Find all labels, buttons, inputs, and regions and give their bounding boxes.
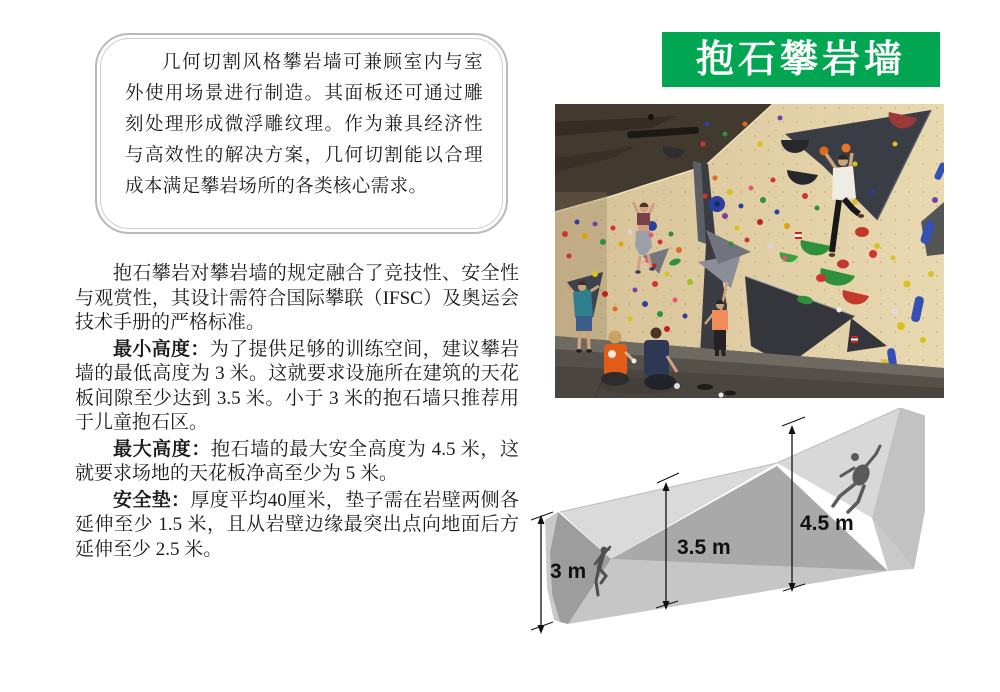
title-banner (662, 32, 940, 87)
paragraph-safety-mat-label: 安全垫： (113, 489, 191, 511)
paragraph-max-height-label: 最大高度： (113, 438, 211, 460)
height-label-3m: 3 m (550, 560, 587, 583)
paragraph-min-height-text: 为了提供足够的训练空间，建议攀岩墙的最低高度为 3 米。这就要求设施所在建筑的天花板间隙至少达到 3.5 米。小于 3 米的抱石墙只推荐用于儿童抱石区。 (75, 338, 519, 433)
page-title: 抱石攀岩墙 (695, 38, 906, 81)
paragraph-max-height (75, 438, 519, 487)
paragraph-max-height-text: 抱石墙的最大安全高度为 4.5 米，这就要求场地的天花板净高至少为 5 米。 (75, 438, 519, 484)
height-label-3-5m: 3.5 m (677, 536, 731, 559)
paragraph-safety-mat (75, 489, 519, 563)
bouldering-wall-photo (555, 104, 944, 398)
paragraph-min-height-label: 最小高度： (113, 338, 210, 360)
paragraph-min-height (75, 338, 519, 436)
wall-3d-shape (545, 408, 925, 624)
body-text (75, 262, 519, 564)
paragraph-intro-text: 抱石攀岩对攀岩墙的规定融合了竞技性、安全性与观赏性，其设计需符合国际攀联（IFSC）及奥运会技术手册的严格标准。 (75, 263, 519, 333)
quote-box (95, 33, 508, 234)
paragraph-safety-mat-text: 厚度平均40厘米，垫子需在岩壁两侧各延伸至少 1.5 米，且从岩壁边缘最突出点向地面后方延伸至少 2.5 米。 (75, 489, 519, 560)
paragraph-intro (75, 262, 519, 336)
height-label-4-5m: 4.5 m (800, 512, 854, 535)
wall-heights-diagram (528, 408, 980, 663)
quote-text: 几何切割风格攀岩墙可兼顾室内与室外使用场景进行制造。其面板还可通过雕刻处理形成微浮雕纹理。作为兼具经济性与高效性的解决方案，几何切割能以合理成本满足攀岩场所的各类核心需求。 (125, 53, 483, 197)
